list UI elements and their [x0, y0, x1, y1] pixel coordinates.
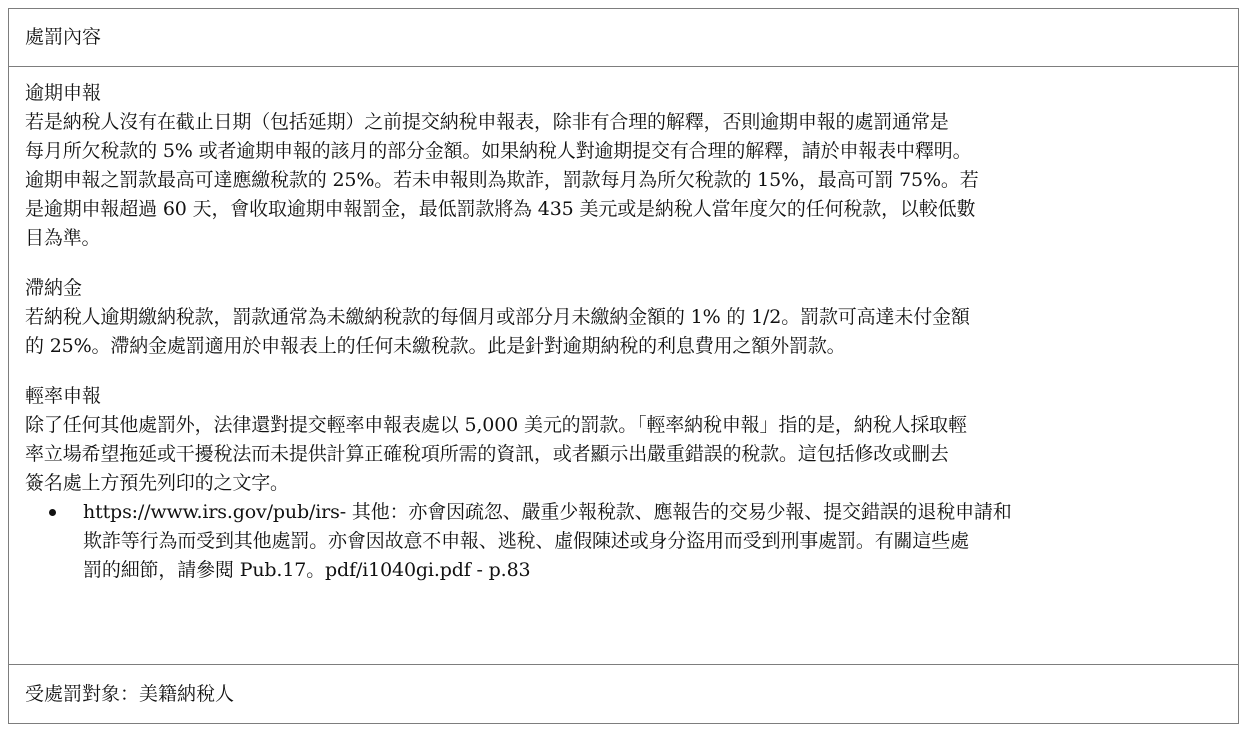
frivolous-return-bullets	[25, 498, 1222, 585]
frivolous-return-line: 除了任何其他處罰外，法律還對提交輕率申報表處以 5,000 美元的罰款。「輕率納稅申報」指的是，納稅人採取輕	[25, 414, 967, 436]
penalty-target-text: 受處罰對象：美籍納稅人	[25, 682, 235, 705]
penalty-table	[8, 8, 1239, 724]
late-payment-title: 滯納金	[25, 277, 83, 299]
table-header-title: 處罰內容	[25, 26, 102, 48]
bullet-dot-icon	[49, 509, 56, 516]
late-payment-text	[25, 303, 1225, 361]
list-item	[25, 498, 1222, 585]
late-filing-line: 若是納稅人沒有在截止日期（包括延期）之前提交納稅申報表，除非有合理的解釋，否則逾期申報的處罰通常是	[25, 111, 949, 133]
penalty-target-cell	[9, 665, 1238, 723]
penalty-details-cell	[9, 67, 1238, 665]
late-filing-line: 每月所欠稅款的 5% 或者逾期申報的該月的部分金額。如果納稅人對逾期提交有合理的解釋，請於申報表中釋明。	[25, 140, 972, 162]
late-filing-line: 目為準。	[25, 227, 101, 249]
frivolous-return-text	[25, 411, 1225, 498]
late-payment-line: 若納稅人逾期繳納稅款，罰款通常為未繳納稅款的每個月或部分月未繳納金額的 1% 的 1/2。罰款可高達未付金額	[25, 306, 970, 328]
bullet-line: 欺詐等行為而受到其他處罰。亦會因故意不申報、逃稅、虛假陳述或身分盜用而受到刑事處罰。有關這些處	[83, 530, 969, 552]
late-payment-line: 的 25%。滯納金處罰適用於申報表上的任何未繳稅款。此是針對逾期納稅的利息費用之額外罰款。	[25, 335, 846, 357]
bullet-line: 罰的細節，請參閱 Pub.17。pdf/i1040gi.pdf - p.83	[83, 559, 531, 581]
late-filing-line: 是逾期申報超過 60 天，會收取逾期申報罰金，最低罰款將為 435 美元或是納稅人當年度欠的任何稅款，以較低數	[25, 198, 976, 220]
late-filing-section	[25, 79, 1222, 253]
frivolous-return-title: 輕率申報	[25, 385, 102, 407]
frivolous-return-line: 率立場希望拖延或干擾稅法而未提供計算正確稅項所需的資訊，或者顯示出嚴重錯誤的稅款。這包括修改或刪去	[25, 443, 949, 465]
frivolous-return-line: 簽名處上方預先列印的之文字。	[25, 472, 289, 494]
bullet-line: https://www.irs.gov/pub/irs- 其他：亦會因疏忽、嚴重少報稅款、應報告的交易少報、提交錯誤的退稅申請和	[83, 501, 1012, 523]
late-filing-title: 逾期申報	[25, 82, 102, 104]
late-filing-line: 逾期申報之罰款最高可達應繳稅款的 25%。若未申報則為欺詐，罰款每月為所欠稅款的 15%，最高可罰 75%。若	[25, 169, 979, 191]
late-payment-section	[25, 274, 1222, 361]
table-header-cell	[9, 9, 1238, 67]
late-filing-text	[25, 108, 1225, 253]
frivolous-return-section	[25, 382, 1222, 585]
